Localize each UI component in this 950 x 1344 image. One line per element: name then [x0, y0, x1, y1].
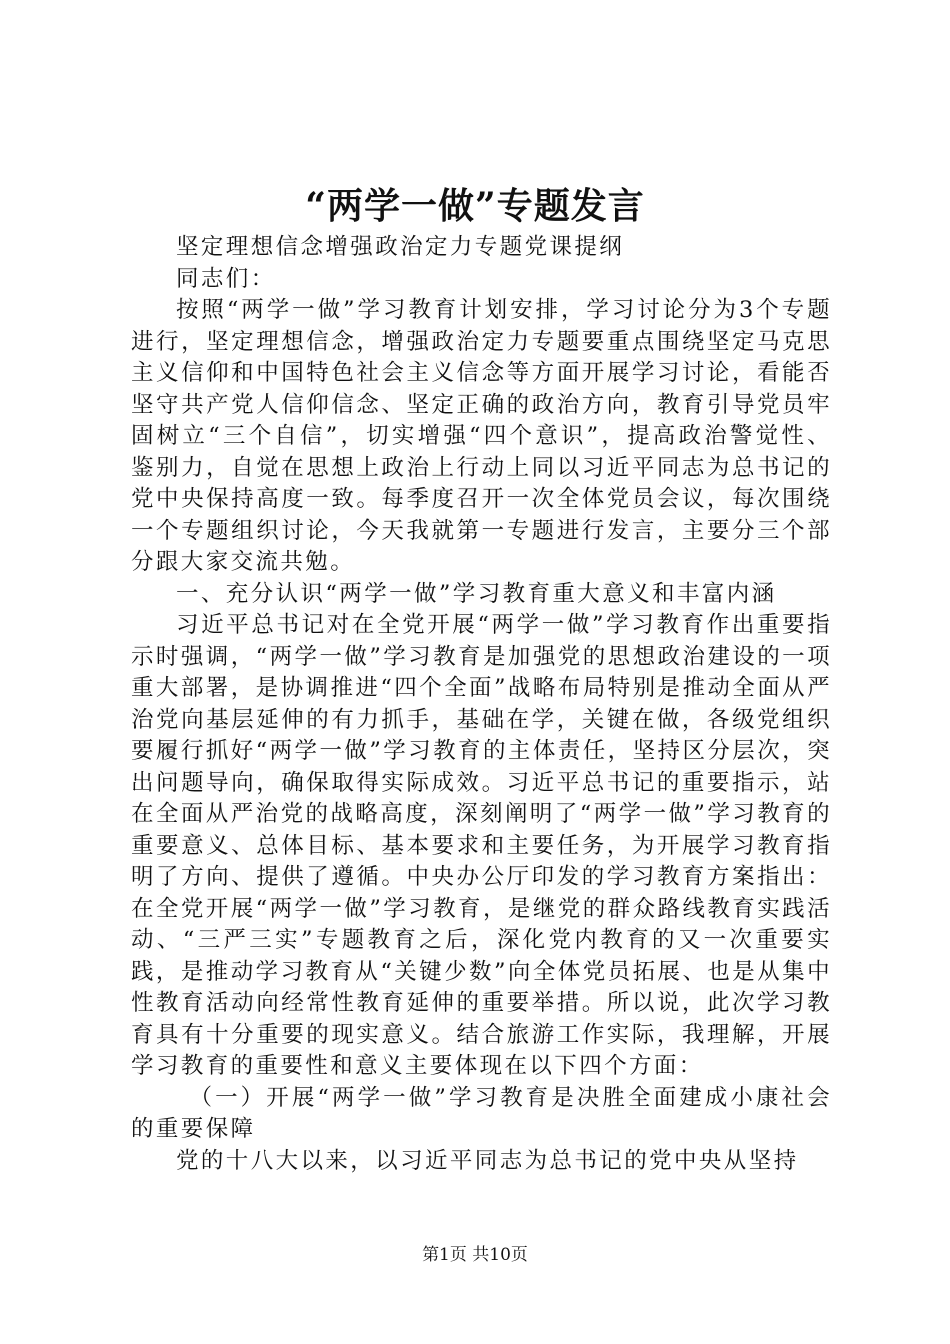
body-paragraph: 党的十八大以来，以习近平同志为总书记的党中央从坚持 [176, 1147, 799, 1174]
document-title: “两学一做”专题发言 [305, 185, 645, 227]
outline-heading: 坚定理想信念增强政治定力专题党课提纲 [176, 234, 625, 260]
salutation: 同志们： [176, 265, 276, 292]
document-body [131, 232, 832, 1177]
body-paragraph: 按照“两学一做”学习教育计划安排，学习讨论分为3个专题进行，坚定理想信念，增强政治定力专题要重点围绕坚定马克思主义信仰和中国特色社会主义信念等方面开展学习讨论，看能否坚守共产党人信仰信念、坚定正确的政治方向，教育引导党员牢固树立“三个自信”，切实增强“四个意识”，提高政治警觉性、鉴别力，自觉在思想上政治上行动上同以习近平同志为总书记的党中央保持高度一致。每季度召开一次全体党员会议，每次围绕一个专题组织讨论，今天我就第一专题进行发言，主要分三个部分跟大家交流共勉。 [131, 297, 832, 575]
section-heading: 一、充分认识“两学一做”学习教育重大意义和丰富内涵 [176, 580, 777, 607]
page-footer: 第1页 共10页 [422, 1245, 528, 1265]
body-paragraph: 习近平总书记对在全党开展“两学一做”学习教育作出重要指示时强调，“两学一做”学习教育是加强党的思想政治建设的一项重大部署，是协调推进“四个全面”战略布局特别是推动全面从严治党向基层延伸的有力抓手，基础在学，关键在做，各级党组织要履行抓好“两学一做”学习教育的主体责任，坚持区分层次，突出问题导向，确保取得实际成效。习近平总书记的重要指示，站在全面从严治党的战略高度，深刻阐明了“两学一做”学习教育的重要意义、总体目标、基本要求和主要任务，为开展学习教育指明了方向、提供了遵循。中央办公厅印发的学习教育方案指出：在全党开展“两学一做”学习教育，是继党的群众路线教育实践活动、“三严三实”专题教育之后，深化党内教育的又一次重要实践，是推动学习教育从“关键少数”向全体党员拓展、也是从集中性教育活动向经常性教育延伸的重要举措。所以说，此次学习教育具有十分重要的现实意义。结合旅游工作实际，我理解，开展学习教育的重要性和意义主要体现在以下四个方面： [131, 612, 832, 1079]
subsection-heading: （一）开展“两学一做”学习教育是决胜全面建成小康社会的重要保障 [131, 1084, 832, 1142]
